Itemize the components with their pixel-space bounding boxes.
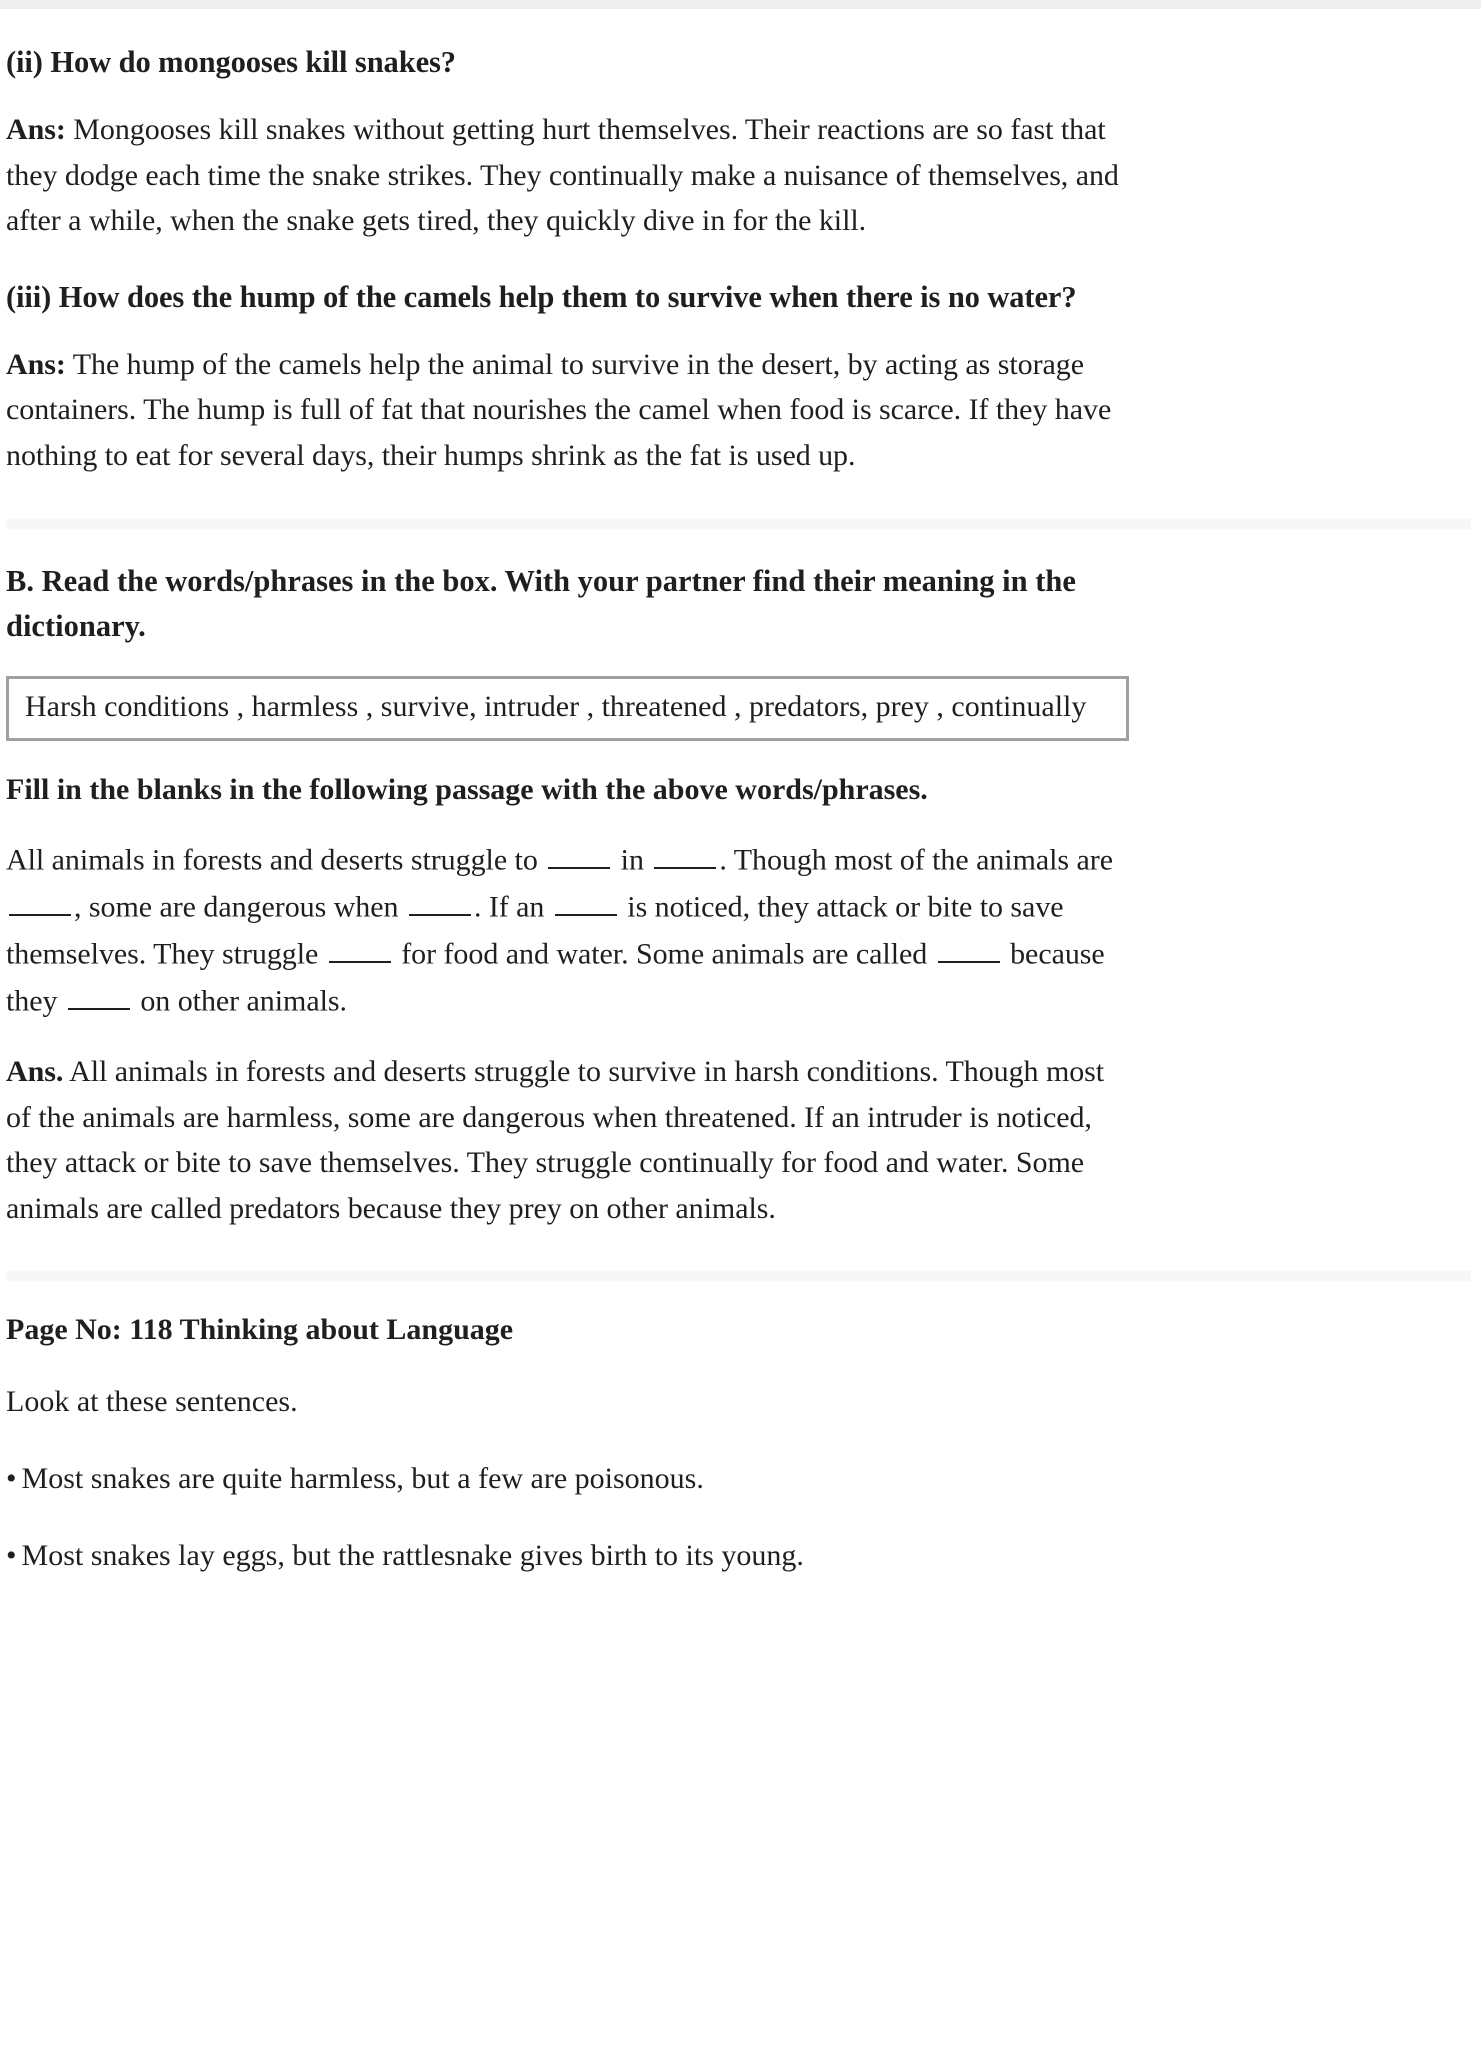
top-strip [0,0,1481,9]
section-divider-2 [6,1271,1471,1281]
question-heading-iii: (iii) How does the hump of the camels help them to survive when there is no water? [6,279,1077,314]
thinking-about-language-heading: Page No: 118 Thinking about Language [6,1313,514,1347]
blank-2[interactable] [654,836,716,870]
passage-segment-4: , some are dangerous when [74,890,406,924]
blank-8[interactable] [68,977,130,1011]
blank-1[interactable] [548,836,610,870]
section-divider-1 [6,519,1471,529]
thinking-intro-text: Look at these sentences. [6,1385,298,1419]
blank-7[interactable] [938,930,1000,964]
blank-5[interactable] [555,883,617,917]
passage-segment-1: All animals in forests and deserts struggle to [6,843,546,877]
exercise-b-answer-body: All animals in forests and deserts struggle to survive in harsh conditions. Though most of the animals are harmless, some are dangerous when threatened. If an intruder is noticed, they attack or bite to save themselves. They struggle continually for food and water. Some animals are called predators because they prey on other animals. [6,1055,1105,1225]
blank-6[interactable] [329,930,391,964]
document-content [0,9,1481,1578]
passage-segment-8: because they [6,937,1105,1018]
passage-segment-2: in [613,843,652,877]
answer-label-ii: Ans: [6,113,66,147]
passage-segment-5: . If an [473,890,552,924]
blank-3[interactable] [9,883,71,917]
exercise-b-answer [6,1024,1121,1231]
passage-segment-7: for food and water. Some animals are called [393,937,935,971]
answer-label-iii: Ans: [6,347,66,381]
blank-4[interactable] [409,883,471,917]
answer-body-iii: The hump of the camels help the animal to survive in the desert, by acting as storage containers. The hump is full of fat that nourishes the camel when food is scarce. If they have nothing to eat for several days, their humps shrink as the fat is used up. [6,347,1112,473]
passage-segment-9: on other animals. [132,984,347,1018]
bullet-icon: • [6,1539,17,1573]
word-phrase-box: Harsh conditions , harmless , survive, intruder , threatened , predators, prey , continually [6,676,1129,741]
fill-in-blanks-passage [6,811,1121,1024]
passage-segment-6: is noticed, they attack or bite to save themselves. They struggle [6,890,1064,971]
list-item [6,1501,1471,1578]
bullet-icon: • [6,1462,17,1496]
exercise-b-answer-label: Ans. [6,1055,64,1088]
list-item-text: Most snakes lay eggs, but the rattlesnake gives birth to its young. [21,1539,804,1573]
answer-body-ii: Mongooses kill snakes without getting hurt themselves. Their reactions are so fast that they dodge each time the snake strikes. They continually make a nuisance of themselves, and after a while, when the snake gets tired, they quickly dive in for the kill. [6,113,1119,238]
list-item-text: Most snakes are quite harmless, but a few are poisonous. [21,1462,704,1496]
question-heading-ii: (ii) How do mongooses kill snakes? [6,45,456,79]
answer-paragraph-ii [6,82,1136,244]
list-item [6,1424,1471,1501]
exercise-b-heading: B. Read the words/phrases in the box. With your partner find their meaning in the dictionary. [6,563,1076,644]
passage-segment-3: . Though most of the animals are [719,843,1113,877]
answer-paragraph-iii [6,317,1136,479]
fill-in-blanks-instruction: Fill in the blanks in the following passage with the above words/phrases. [6,772,928,806]
